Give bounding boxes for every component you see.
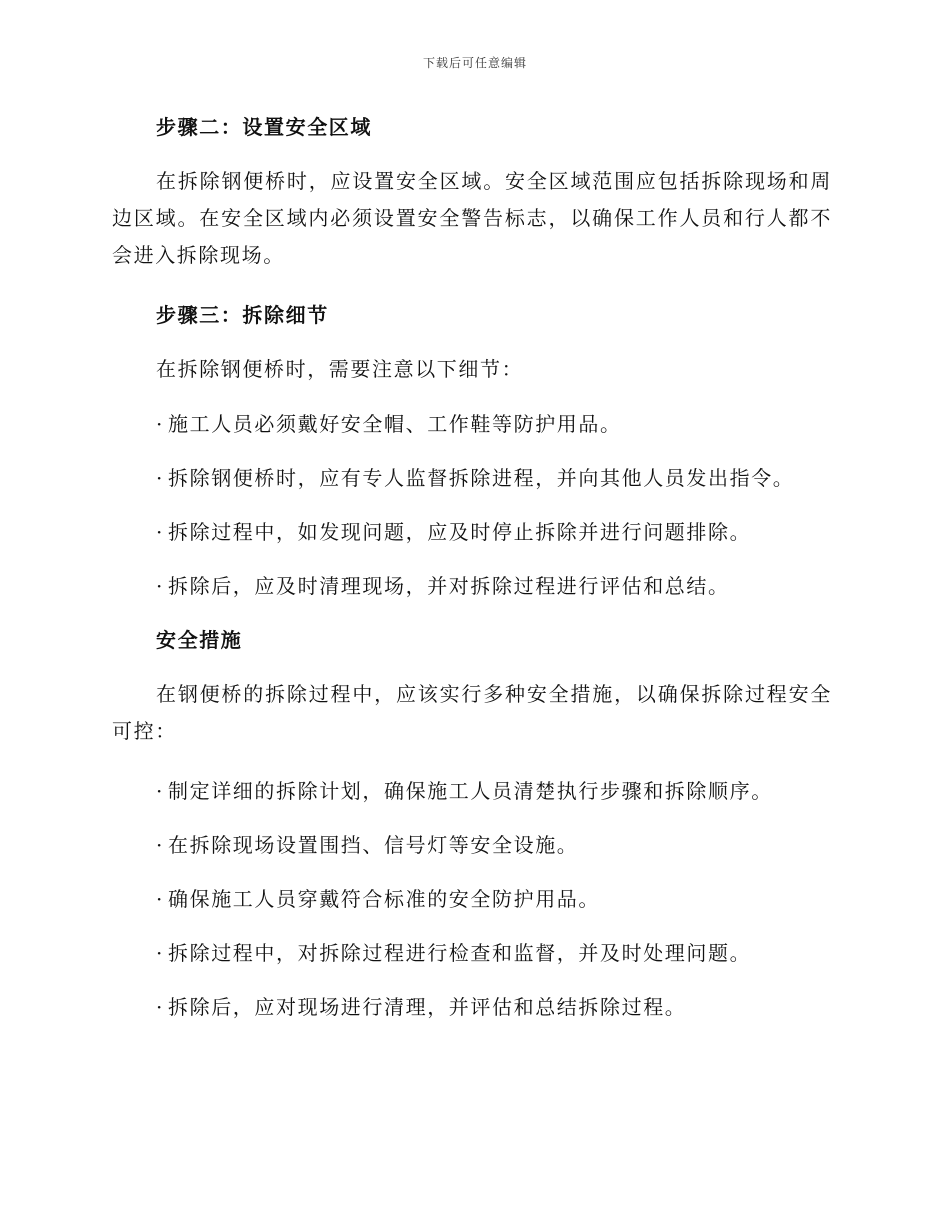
bullet-dot: · [156, 520, 164, 544]
list-item-text: 拆除后，应及时清理现场，并对拆除过程进行评估和总结。 [168, 574, 730, 598]
section-heading-step-two: 步骤二：设置安全区域 [156, 115, 372, 139]
list-item [112, 568, 832, 604]
page-header: 下载后可任意编辑 [422, 56, 527, 70]
section-heading-step-three: 步骤三：拆除细节 [156, 303, 329, 327]
bullet-dot: · [156, 887, 164, 911]
list-item [112, 935, 832, 971]
list-item-text: 拆除后，应对现场进行清理，并评估和总结拆除过程。 [168, 995, 687, 1019]
section-heading-safety-measures: 安全措施 [156, 628, 243, 652]
list-item [112, 406, 832, 442]
list-item-text: 拆除钢便桥时，应有专人监督拆除进程，并向其他人员发出指令。 [168, 466, 795, 490]
bullet-dot: · [156, 779, 164, 803]
bullet-dot: · [156, 995, 164, 1019]
bullet-dot: · [156, 412, 164, 436]
list-item-text: 在拆除现场设置围挡、信号灯等安全设施。 [168, 833, 579, 857]
list-item [112, 989, 832, 1025]
paragraph-details-intro: 在拆除钢便桥时，需要注意以下细节： [156, 357, 524, 381]
bullet-dot: · [156, 574, 164, 598]
bullet-dot: · [156, 833, 164, 857]
paragraph-safety-zone: 在拆除钢便桥时，应设置安全区域。安全区域范围应包括拆除现场和周边区域。在安全区域内必须设置安全警告标志，以确保工作人员和行人都不会进入拆除现场。 [112, 169, 832, 267]
list-item [112, 460, 832, 496]
document-body [112, 109, 832, 1025]
list-item-text: 确保施工人员穿戴符合标准的安全防护用品。 [168, 887, 600, 911]
list-item [112, 773, 832, 809]
list-item-text: 制定详细的拆除计划，确保施工人员清楚执行步骤和拆除顺序。 [168, 779, 773, 803]
list-item-text: 拆除过程中，如发现问题，应及时停止拆除并进行问题排除。 [168, 520, 752, 544]
list-item-text: 施工人员必须戴好安全帽、工作鞋等防护用品。 [168, 412, 622, 436]
list-item [112, 881, 832, 917]
list-item-text: 拆除过程中，对拆除过程进行检查和监督，并及时处理问题。 [168, 941, 752, 965]
paragraph-safety-measures-intro: 在钢便桥的拆除过程中，应该实行多种安全措施，以确保拆除过程安全可控： [112, 682, 832, 743]
list-item [112, 514, 832, 550]
list-item [112, 827, 832, 863]
bullet-dot: · [156, 466, 164, 490]
bullet-dot: · [156, 941, 164, 965]
